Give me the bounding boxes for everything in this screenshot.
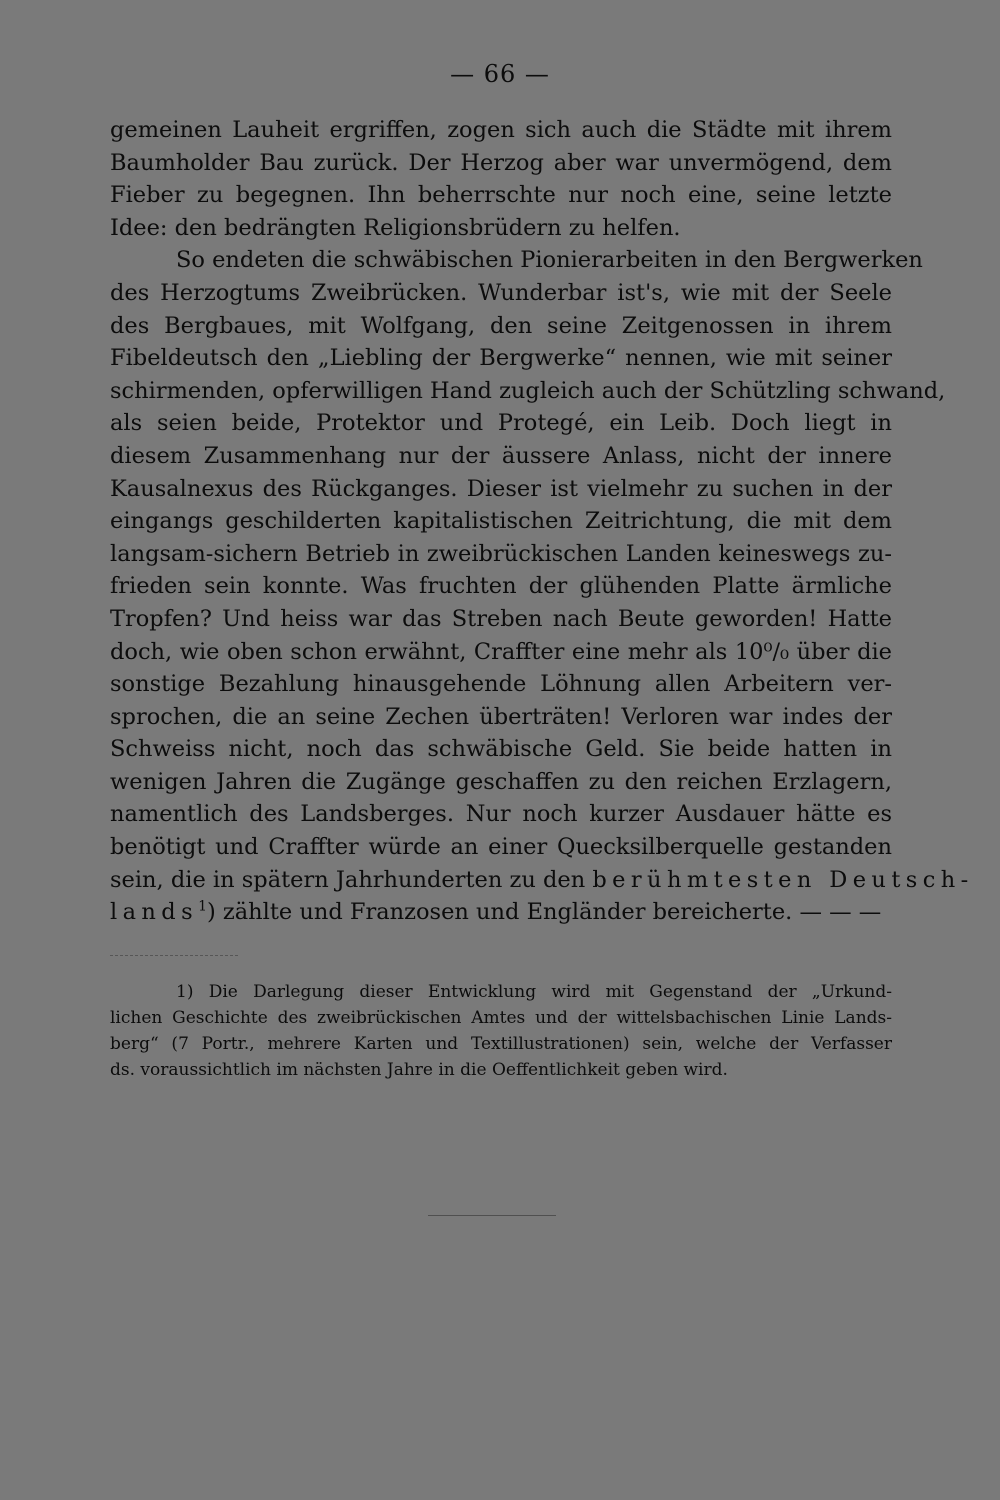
text-line: Fibeldeutsch den „Liebling der Bergwerke“ nennen, wie mit seiner (110, 345, 892, 372)
page-number: — 66 — (450, 60, 550, 88)
text-line: diesem Zusammenhang nur der äussere Anlass, nicht der innere (110, 442, 892, 469)
text-line: frieden sein konnte. Was fruchten der glühenden Platte ärmliche (110, 573, 892, 600)
text-line: Tropfen? Und heiss war das Streben nach Beute geworden! Hatte (110, 605, 892, 632)
text-line (110, 896, 892, 929)
spaced-emphasis: lands (110, 899, 199, 926)
text-line: als seien beide, Protektor und Protegé, ein Leib. Doch liegt in (110, 410, 892, 437)
text-line: Kausalnexus des Rückganges. Dieser ist vielmehr zu suchen in der (110, 475, 892, 502)
text-line: sprochen, die an seine Zechen überträten! Verloren war indes der (110, 703, 892, 730)
text-line (110, 864, 974, 897)
text-line: benötigt und Craffter würde an einer Quecksilberquelle gestanden (110, 834, 892, 861)
text-line: Schweiss nicht, noch das schwäbische Geld. Sie beide hatten in (110, 736, 892, 763)
footnote-line: lichen Geschichte des zweibrückischen Amtes und der wittelsbachischen Linie Lands- (110, 1008, 892, 1028)
spaced-emphasis: berühmtesten Deutsch- (592, 866, 974, 893)
footnote-line: berg“ (7 Portr., mehrere Karten und Textillustrationen) sein, welche der Verfasser (110, 1034, 892, 1054)
text-line: Idee: den bedrängten Religionsbrüdern zu helfen. (110, 214, 681, 241)
text-line: langsam-sichern Betrieb in zweibrückischen Landen keineswegs zu- (110, 540, 892, 567)
footnote-marker: 1 (198, 898, 207, 915)
text-line: gemeinen Lauheit ergriffen, zogen sich auch die Städte mit ihrem (110, 117, 892, 143)
body-text (110, 114, 974, 929)
text-line: So endeten die schwäbischen Pionierarbeiten in den Bergwerken (176, 247, 923, 274)
text-line: des Bergbaues, mit Wolfgang, den seine Zeitgenossen in ihrem (110, 312, 892, 339)
text-line: Fieber zu begegnen. Ihn beherrschte nur noch eine, seine letzte (110, 182, 892, 209)
text-line: wenigen Jahren die Zugänge geschaffen zu den reichen Erzlagern, (110, 768, 892, 795)
text-line: doch, wie oben schon erwähnt, Craffter eine mehr als 10⁰/₀ über die (110, 638, 892, 665)
text-line: sonstige Bezahlung hinausgehende Löhnung allen Arbeitern ver- (110, 671, 892, 698)
bottom-rule (428, 1215, 556, 1216)
text-fragment: ) zählte und Franzosen und Engländer bereicherte. — — — (206, 899, 882, 926)
text-line: des Herzogtums Zweibrücken. Wunderbar ist's, wie mit der Seele (110, 279, 892, 306)
text-fragment: sein, die in spätern Jahrhunderten zu den (110, 866, 593, 893)
text-line: Baumholder Bau zurück. Der Herzog aber war unvermögend, dem (110, 149, 892, 176)
text-line: namentlich des Landsberges. Nur noch kurzer Ausdauer hätte es (110, 801, 892, 828)
footnote (110, 979, 892, 1083)
text-line: eingangs geschilderten kapitalistischen Zeitrichtung, die mit dem (110, 508, 892, 535)
text-line: schirmenden, opferwilligen Hand zugleich auch der Schützling schwand, (110, 377, 946, 404)
footnote-separator (110, 955, 238, 956)
footnote-line: ds. voraussichtlich im nächsten Jahre in die Oeffentlichkeit geben wird. (110, 1060, 728, 1080)
footnote-line: 1) Die Darlegung dieser Entwicklung wird mit Gegenstand der „Urkund- (176, 982, 892, 1002)
